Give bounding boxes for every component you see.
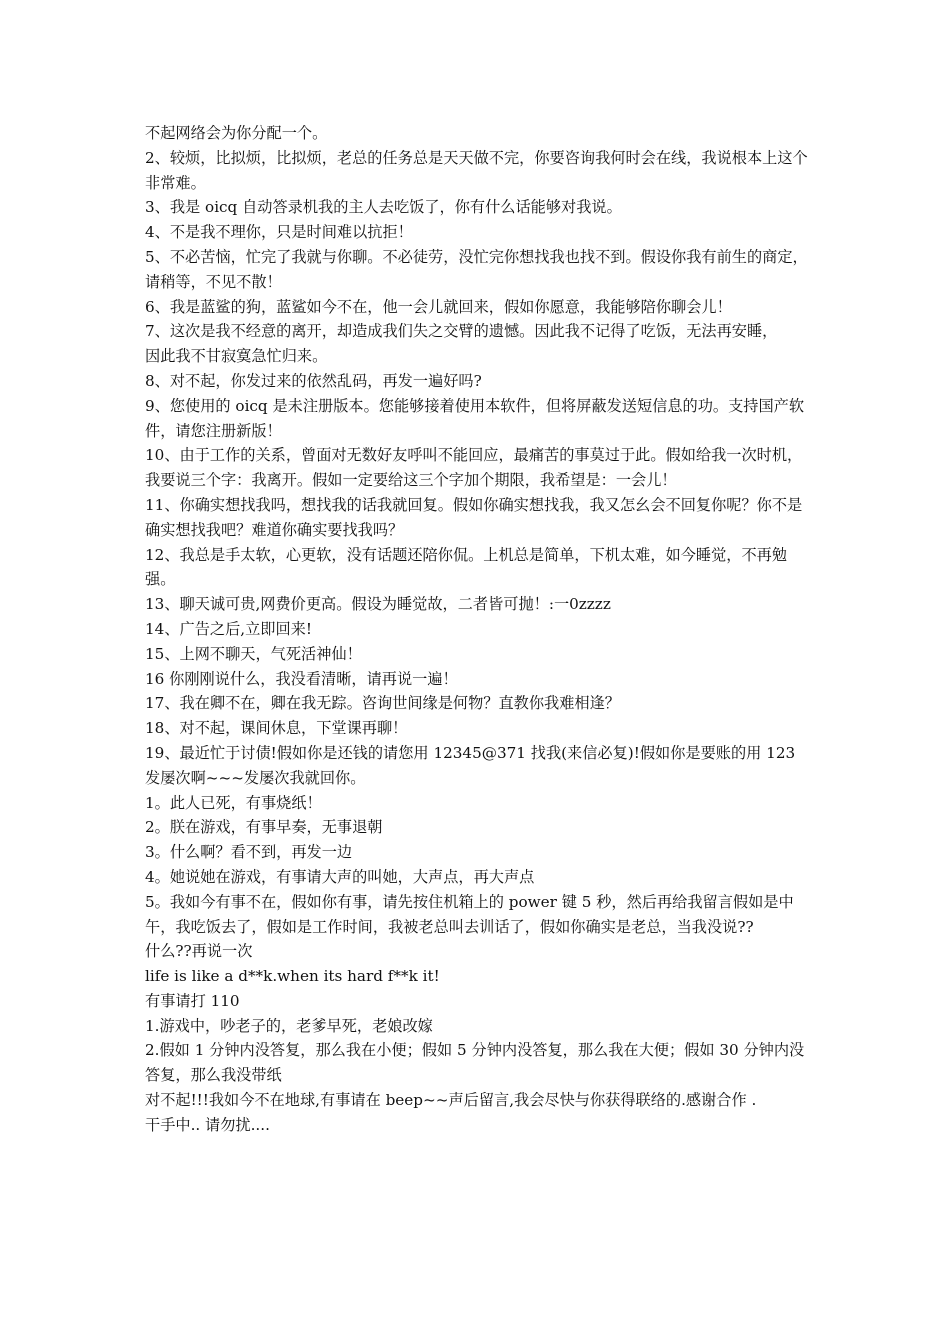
paragraph: 1.游戏中，吵老子的，老爹早死，老娘改嫁 xyxy=(145,1016,433,1035)
paragraph: 17、我在卿不在，卿在我无踪。咨询世间缘是何物？直教你我难相逢？ xyxy=(145,694,620,713)
paragraph: 11、你确实想找我吗，想找我的话我就回复。假如你确实想找我，我又怎幺会不回复你呢？你不是确实想找我吧？难道你确实要找我吗？ xyxy=(145,495,803,539)
paragraph: 10、由于工作的关系，曾面对无数好友呼叫不能回应，最痛苦的事莫过于此。假如给我一次时机，我要说三个字：我离开。假如一定要给这三个字加个期限，我希望是：一会儿！ xyxy=(145,446,803,490)
paragraph: 发屡次啊~~~发屡次我就回你。 xyxy=(145,768,366,787)
paragraph: life is like a d**k.when its hard f**k it! xyxy=(145,967,440,986)
paragraph: 19、最近忙于讨债!假如你是还钱的请您用 12345@371 找我(来信必复)!假如你是要账的用 123 xyxy=(145,743,796,762)
paragraph: 有事请打 110 xyxy=(145,991,240,1010)
paragraph: 12、我总是手太软，心更软，没有话题还陪你侃。上机总是简单，下机太难，如今睡觉，不再勉强。 xyxy=(145,545,788,589)
paragraph: 9、您使用的 oicq 是未注册版本。您能够接着使用本软件，但将屏蔽发送短信息的功。支持国产软件，请您注册新版！ xyxy=(145,396,805,440)
paragraph: 3。什么啊？看不到，再发一边 xyxy=(145,843,353,862)
paragraph: 16 你刚刚说什么，我没看清晰，请再说一遍！ xyxy=(145,669,458,688)
paragraph: 不起网络会为你分配一个。 xyxy=(145,124,328,142)
paragraph: 因此我不甘寂寞急忙归来。 xyxy=(145,347,328,366)
paragraph: 2、较烦，比拟烦，比拟烦，老总的任务总是天天做不完，你要咨询我何时会在线，我说根本上这个非常难。 xyxy=(145,148,808,192)
paragraph: 8、对不起，你发过来的依然乱码，再发一遍好吗? xyxy=(145,371,482,390)
paragraph: 4。她说她在游戏，有事请大声的叫她，大声点，再大声点 xyxy=(145,867,535,886)
paragraph: 2.假如 1 分钟内没答复，那么我在小便；假如 5 分钟内没答复，那么我在大便；假如 30 分钟内没答复，那么我没带纸 xyxy=(145,1041,805,1085)
paragraph: 15、上网不聊天，气死活神仙！ xyxy=(145,644,362,663)
paragraph: 14、广告之后,立即回来! xyxy=(145,619,312,638)
paragraph: 5。我如今有事不在，假如你有事，请先按住机箱上的 power 键 5 秒，然后再给我留言假如是中午，我吃饭去了，假如是工作时间，我被老总叫去训话了，假如你确实是老总，当我没说?? xyxy=(145,892,794,936)
paragraph: 5、不必苦恼，忙完了我就与你聊。不必徒劳，没忙完你想找我也找不到。假设你我有前生的商定，请稍等，不见不散！ xyxy=(145,247,808,291)
document-body xyxy=(145,121,810,1138)
paragraph: 1。此人已死，有事烧纸！ xyxy=(145,793,322,812)
paragraph: 13、聊天诚可贵,网费价更高。假设为睡觉故，二者皆可抛！:一0zzzz xyxy=(145,595,611,614)
paragraph: 7、这次是我不经意的离开，却造成我们失之交臂的遗憾。因此我不记得了吃饭，无法再安睡， xyxy=(145,322,778,341)
paragraph: 3、我是 oicq 自动答录机我的主人去吃饭了，你有什么话能够对我说。 xyxy=(145,198,622,217)
paragraph: 4、不是我不理你，只是时间难以抗拒！ xyxy=(145,223,413,242)
paragraph: 2。朕在游戏，有事早奏，无事退朝 xyxy=(145,818,383,837)
paragraph: 干手中.. 请勿扰.... xyxy=(145,1115,270,1134)
paragraph: 18、对不起，课间休息，下堂课再聊！ xyxy=(145,719,408,738)
paragraph: 对不起!!!我如今不在地球,有事请在 beep~~声后留言,我会尽快与你获得联络的.感谢合作 . xyxy=(145,1091,757,1110)
paragraph: 什么??再说一次 xyxy=(145,942,253,961)
paragraph: 6、我是蓝鲨的狗，蓝鲨如今不在，他一会儿就回来，假如你愿意，我能够陪你聊会儿！ xyxy=(145,297,732,316)
